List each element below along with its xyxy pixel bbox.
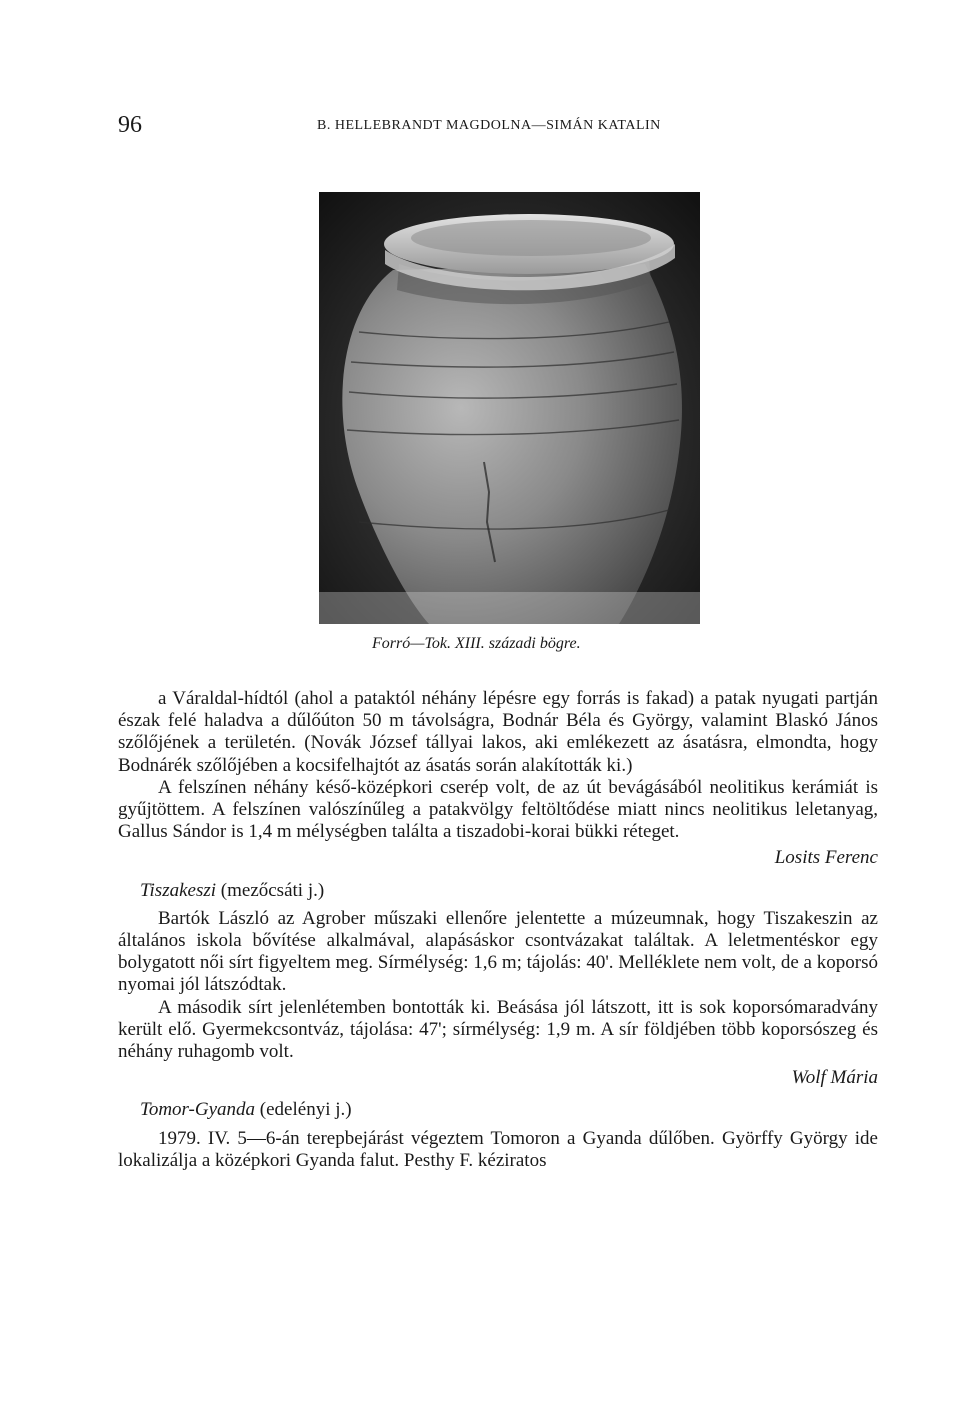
figure-pot-photo	[319, 192, 700, 624]
section-place-tiszakeszi: Tiszakeszi	[140, 879, 217, 901]
section-heading-tomor-gyanda	[118, 1099, 878, 1121]
page-number: 96	[118, 112, 142, 138]
section-district-tomor-gyanda: (edelényi j.)	[255, 1099, 352, 1121]
body-text	[118, 688, 878, 1172]
author-signature-wolf: Wolf Mária	[791, 1067, 878, 1089]
pot-photo-image	[319, 192, 700, 624]
paragraph-masodik-sir: A második sírt jelenlétemben bontották ki. Beásása jól látszott, itt is sok koporsómaradvány került elő. Gyermekcsontváz, tájolása: 47'; sírmélység: 1,9 m. A sír földjében több koporsószeg és néhány ruhagomb volt.	[118, 996, 878, 1063]
paragraph-varaldal: a Váraldal-hídtól (ahol a pataktól néhány lépésre egy forrás is fakad) a patak nyugati partján észak felé haladva a dűlőúton 50 m távolságra, Bodnár Béla és György, valamint Blaskó János szőlőjének a területén. (Novák József tállyai lakos, aki emlékezett az ásatásra, elmondta, hogy Bodnárék szőlőjében a kocsifelhajtót az ásatás során alakították ki.)	[118, 688, 878, 776]
running-head: B. HELLEBRANDT MAGDOLNA—SIMÁN KATALIN	[317, 118, 661, 133]
paragraph-felszin: A felszínen néhány késő-középkori cserép volt, de az út bevágásából neolitikus kerámiát is gyűjtöttem. A felszínen valószínűleg a patakvölgy feltöltődése miatt nincs neolitikus leletanyag, Gallus Sándor is 1,4 m mélységben találta a tiszadobi-korai bükki réteget.	[118, 776, 878, 843]
author-signature-losits: Losits Ferenc	[774, 847, 878, 869]
paragraph-terepbejaras: 1979. IV. 5—6-án terepbejárást végeztem Tomoron a Gyanda dűlőben. Györffy György ide lokalizálja a középkori Gyanda falut. Pesthy F. kéziratos	[118, 1127, 878, 1171]
section-heading-tiszakeszi	[118, 880, 878, 902]
section-place-tomor-gyanda: Tomor-Gyanda	[140, 1099, 256, 1121]
page-header	[118, 112, 878, 142]
figure-caption: Forró—Tok. XIII. századi bögre.	[372, 635, 581, 652]
section-district-tiszakeszi: (mezőcsáti j.)	[216, 879, 325, 901]
paragraph-bartok: Bartók László az Agrober műszaki ellenőre jelentette a múzeumnak, hogy Tiszakeszin az általános iskola bővítése alkalmával, alapásáskor csontvázakat találtak. A leletmentéskor egy bolygatott női sírt figyeltem meg. Sírmélység: 1,6 m; tájolás: 40'. Melléklete nem volt, de a koporsó nyomai jól látszódtak.	[118, 907, 878, 996]
